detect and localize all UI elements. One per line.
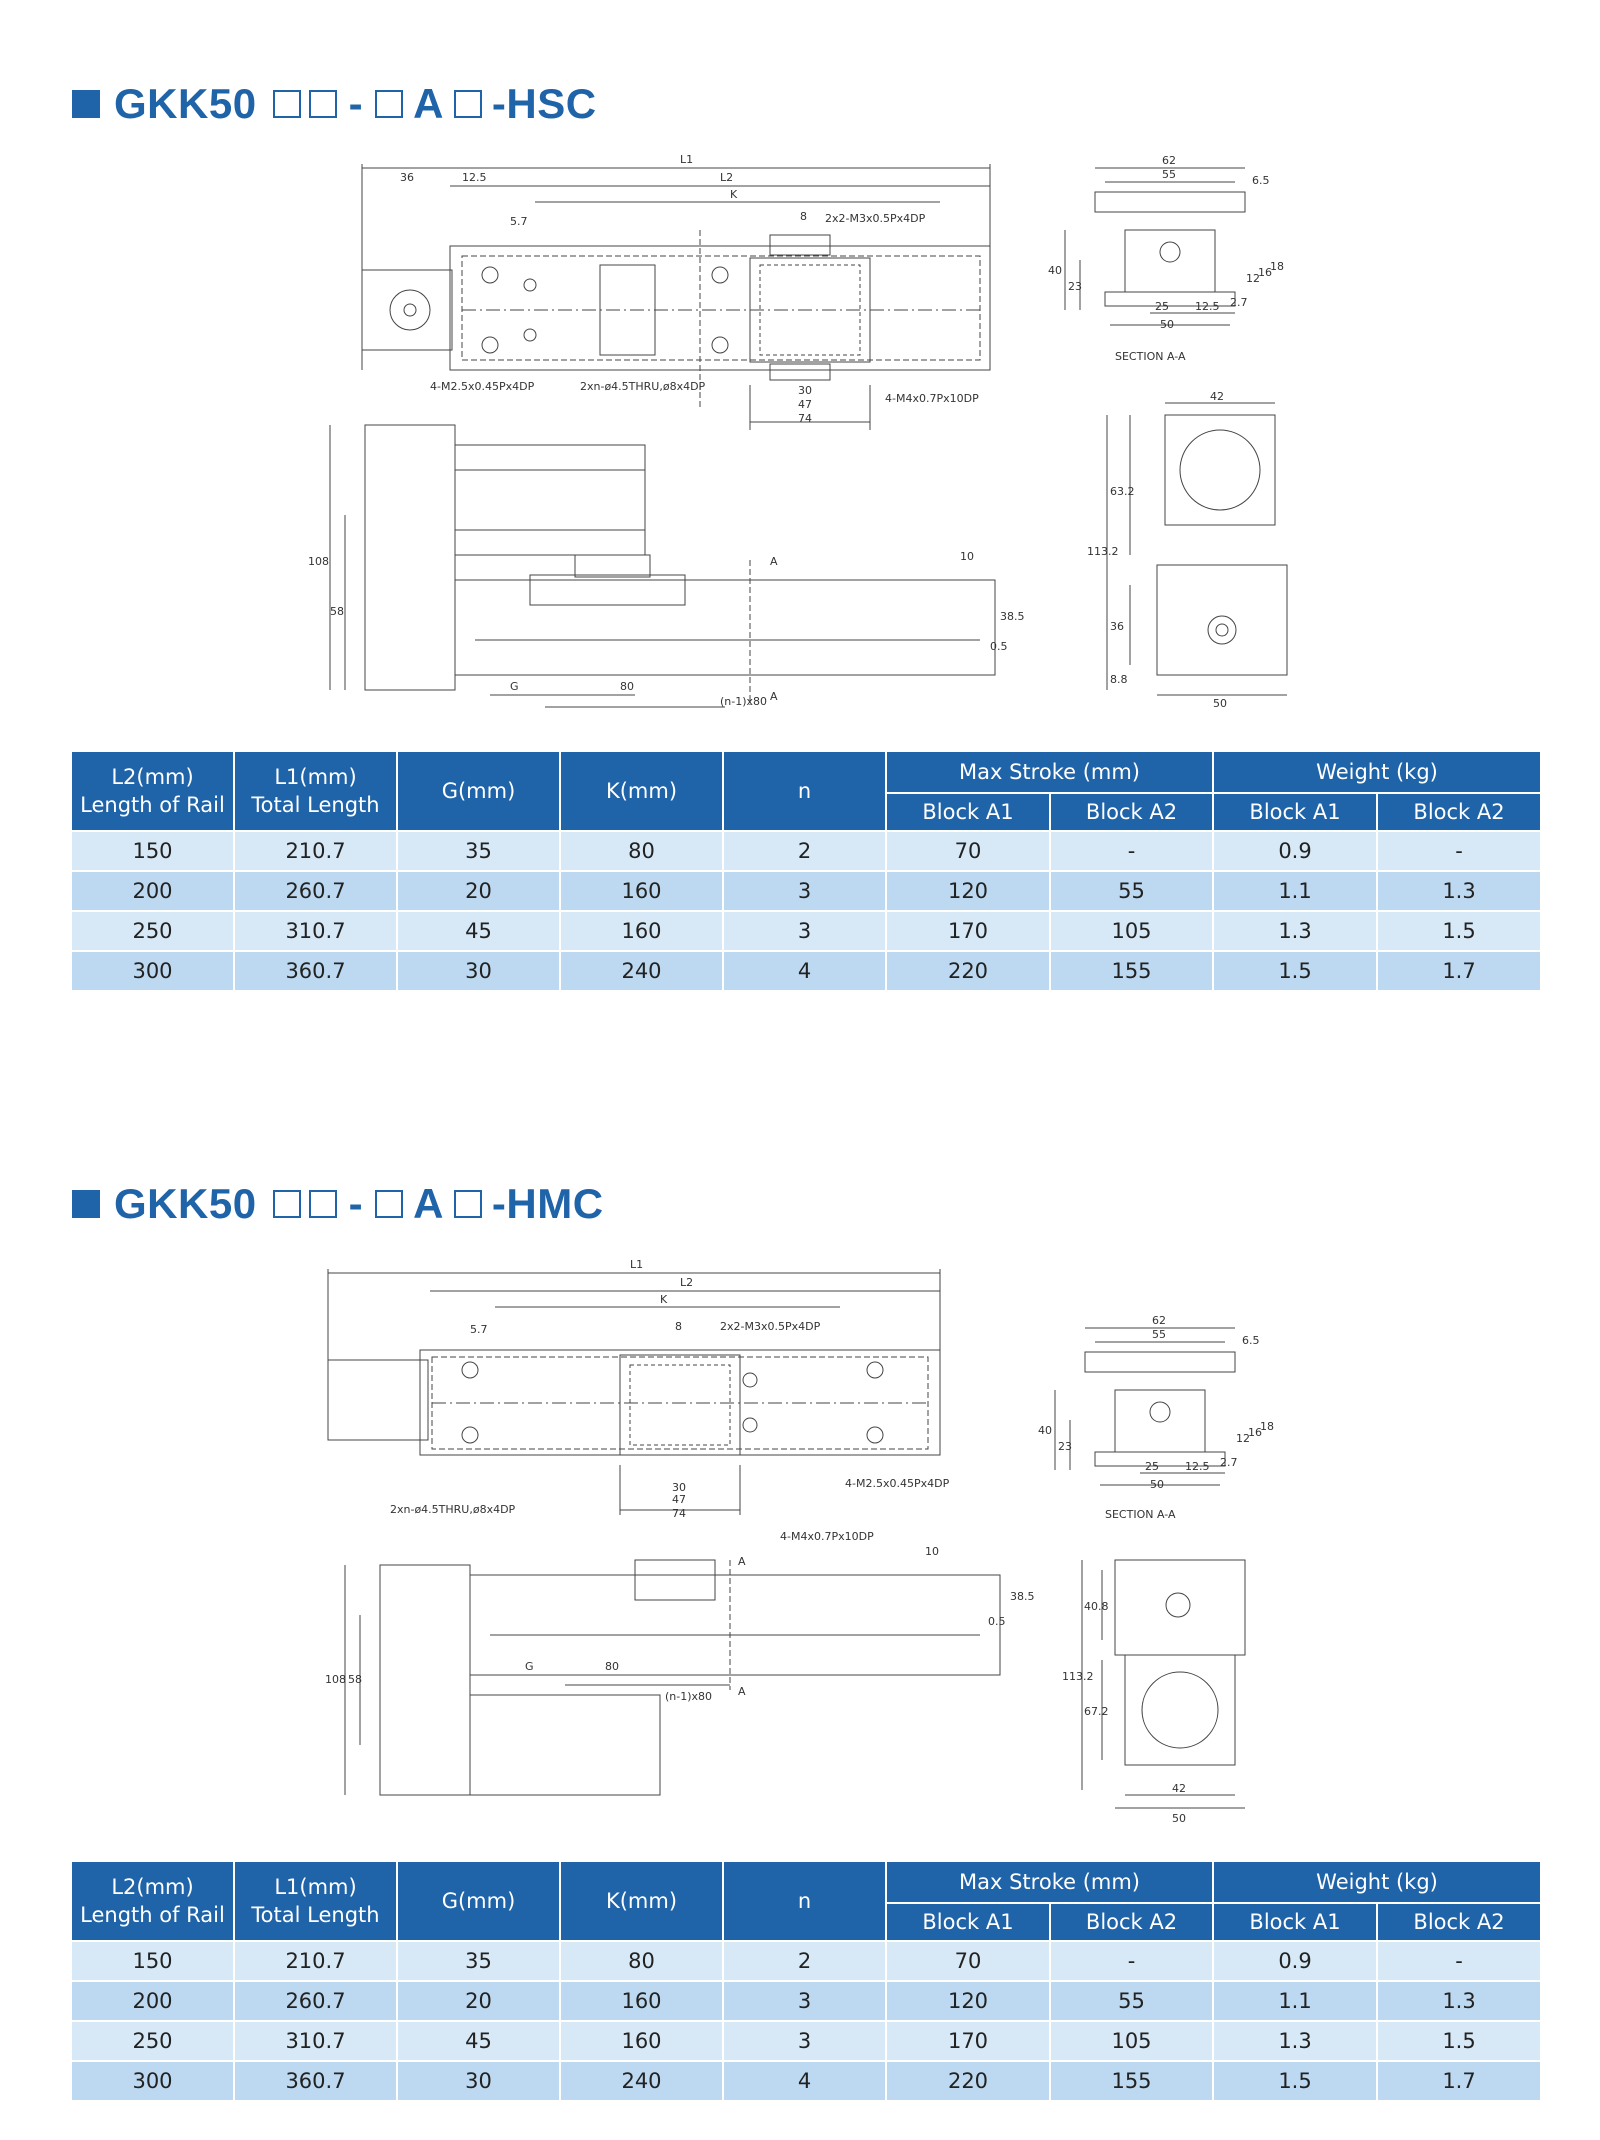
table-cell: 250 [71, 911, 234, 951]
table-cell: 4 [723, 951, 886, 991]
header-weight: Weight (kg) [1213, 1861, 1541, 1903]
table-cell: 70 [886, 831, 1050, 871]
header-stroke-block-a2: Block A2 [1050, 1903, 1213, 1941]
dim-k: K [730, 188, 738, 201]
table-cell: 200 [71, 1981, 234, 2021]
dim-50: 50 [1160, 318, 1174, 331]
side-view-drawing [300, 415, 1025, 715]
table-cell: 260.7 [234, 871, 397, 911]
dim-2-7: 2.7 [1220, 1456, 1238, 1469]
spec-table-hmc [70, 1860, 1542, 2102]
dim-2-7: 2.7 [1230, 296, 1248, 309]
table-cell: 1.3 [1377, 1981, 1541, 2021]
table-cell: 360.7 [234, 2061, 397, 2101]
dim-10: 10 [960, 550, 974, 563]
dim-80: 80 [620, 680, 634, 693]
title-model: GKK50 [114, 1180, 257, 1227]
table-cell: 155 [1050, 951, 1213, 991]
dim-55: 55 [1162, 168, 1176, 181]
section-mark-top: A [738, 1555, 746, 1568]
header-l1: L1(mm) Total Length [234, 1861, 397, 1941]
dim-16: 16 [1248, 1426, 1262, 1439]
header-weight-block-a1: Block A1 [1213, 793, 1377, 831]
dim-58: 58 [348, 1673, 362, 1686]
dim-38-5: 38.5 [1010, 1590, 1035, 1603]
dim-80: 80 [605, 1660, 619, 1673]
end-view-drawing [1060, 1550, 1290, 1830]
dim-l2: L2 [680, 1276, 694, 1289]
dim-m4: 4-M4x0.7Px10DP [780, 1530, 874, 1543]
table-cell: 210.7 [234, 1941, 397, 1981]
dim-50: 50 [1213, 697, 1227, 710]
dim-10: 10 [925, 1545, 939, 1558]
table-cell: 20 [397, 871, 560, 911]
table-cell: 55 [1050, 1981, 1213, 2021]
dim-12-5b: 12.5 [1185, 1460, 1210, 1473]
table-cell: 240 [560, 951, 723, 991]
table-cell: 220 [886, 2061, 1050, 2101]
table-cell: 1.3 [1213, 911, 1377, 951]
header-max-stroke: Max Stroke (mm) [886, 1861, 1213, 1903]
table-cell: 30 [397, 951, 560, 991]
dim-k: K [660, 1293, 668, 1306]
dim-113-2: 113.2 [1087, 545, 1119, 558]
table-cell: 170 [886, 2021, 1050, 2061]
dim-58: 58 [330, 605, 344, 618]
section-mark-top: A [770, 555, 778, 568]
dim-8-8: 8.8 [1110, 673, 1128, 686]
dim-g: G [525, 1660, 534, 1673]
section-label: SECTION A-A [1115, 350, 1186, 363]
header-weight-block-a2: Block A2 [1377, 793, 1541, 831]
dim-55: 55 [1152, 1328, 1166, 1341]
dim-47: 47 [798, 398, 812, 411]
table-cell: 1.1 [1213, 1981, 1377, 2021]
table-row [71, 831, 1541, 871]
table-cell: 70 [886, 1941, 1050, 1981]
top-view-drawing [320, 1255, 1000, 1555]
table-cell: 80 [560, 1941, 723, 1981]
header-n: n [723, 751, 886, 831]
header-k: K(mm) [560, 1861, 723, 1941]
table-cell: 250 [71, 2021, 234, 2061]
header-n: n [723, 1861, 886, 1941]
header-l2: L2(mm) Length of Rail [71, 751, 234, 831]
table-cell: 0.9 [1213, 831, 1377, 871]
dim-16: 16 [1258, 266, 1272, 279]
section-view-drawing [1030, 150, 1300, 370]
table-cell: 1.7 [1377, 2061, 1541, 2101]
dim-5-7: 5.7 [470, 1323, 488, 1336]
table-cell: 310.7 [234, 2021, 397, 2061]
table-cell: 3 [723, 2021, 886, 2061]
dim-50: 50 [1172, 1812, 1186, 1825]
table-cell: 360.7 [234, 951, 397, 991]
dim-12-5b: 12.5 [1195, 300, 1220, 313]
dim-18: 18 [1270, 260, 1284, 273]
table-cell: - [1377, 831, 1541, 871]
table-cell: 45 [397, 2021, 560, 2061]
table-cell: 105 [1050, 2021, 1213, 2061]
table-cell: 260.7 [234, 1981, 397, 2021]
table-cell: 30 [397, 2061, 560, 2101]
table-cell: 120 [886, 1981, 1050, 2021]
header-l2: L2(mm) Length of Rail [71, 1861, 234, 1941]
table-cell: 160 [560, 911, 723, 951]
table-cell: - [1050, 831, 1213, 871]
table-cell: 160 [560, 1981, 723, 2021]
table-cell: 240 [560, 2061, 723, 2101]
table-row [71, 2061, 1541, 2101]
placeholder-box-icon [273, 90, 301, 118]
table-cell: 2 [723, 831, 886, 871]
placeholder-box-icon [454, 90, 482, 118]
header-stroke-block-a1: Block A1 [886, 1903, 1050, 1941]
table-cell: 55 [1050, 871, 1213, 911]
dim-5-7: 5.7 [510, 215, 528, 228]
dim-40: 40 [1048, 264, 1062, 277]
header-stroke-block-a2: Block A2 [1050, 793, 1213, 831]
top-view-drawing [350, 150, 1000, 430]
dim-l1: L1 [630, 1258, 644, 1271]
dim-8: 8 [800, 210, 807, 223]
header-weight-block-a2: Block A2 [1377, 1903, 1541, 1941]
table-cell: 120 [886, 871, 1050, 911]
dim-23: 23 [1058, 1440, 1072, 1453]
dim-m3: 2x2-M3x0.5Px4DP [825, 212, 926, 225]
table-cell: 300 [71, 2061, 234, 2101]
dim-m4: 4-M4x0.7Px10DP [885, 392, 979, 405]
dim-25: 25 [1155, 300, 1169, 313]
end-view-drawing [1085, 390, 1305, 710]
header-g: G(mm) [397, 751, 560, 831]
placeholder-box-icon [375, 1190, 403, 1218]
dim-67-2: 67.2 [1084, 1705, 1109, 1718]
header-weight-block-a1: Block A1 [1213, 1903, 1377, 1941]
dim-pitch: (n-1)x80 [665, 1690, 713, 1703]
header-k: K(mm) [560, 751, 723, 831]
header-weight: Weight (kg) [1213, 751, 1541, 793]
dim-thru: 2xn-ø4.5THRU,ø8x4DP [580, 380, 706, 393]
section-label: SECTION A-A [1105, 1508, 1176, 1521]
table-cell: 160 [560, 2021, 723, 2061]
title-letter-a: A [413, 1180, 444, 1227]
section-title [72, 80, 597, 128]
placeholder-box-icon [309, 1190, 337, 1218]
dim-6-5: 6.5 [1242, 1334, 1260, 1347]
dim-42: 42 [1210, 390, 1224, 403]
table-cell: 1.5 [1377, 2021, 1541, 2061]
table-cell: 1.3 [1377, 871, 1541, 911]
dim-30: 30 [672, 1481, 686, 1494]
table-row [71, 911, 1541, 951]
table-cell: 105 [1050, 911, 1213, 951]
table-cell: 35 [397, 831, 560, 871]
table-cell: 160 [560, 871, 723, 911]
table-row [71, 1981, 1541, 2021]
dim-12: 12 [1236, 1432, 1250, 1445]
table-cell: 3 [723, 871, 886, 911]
placeholder-box-icon [375, 90, 403, 118]
table-cell: 1.5 [1213, 951, 1377, 991]
dim-m2-5: 4-M2.5x0.45Px4DP [845, 1477, 950, 1490]
dim-63-2: 63.2 [1110, 485, 1135, 498]
section-mark-bottom: A [770, 690, 778, 703]
table-cell: 1.3 [1213, 2021, 1377, 2061]
table-cell: 1.5 [1377, 911, 1541, 951]
table-cell: 3 [723, 911, 886, 951]
dim-8: 8 [675, 1320, 682, 1333]
dim-108: 108 [308, 555, 329, 568]
header-g: G(mm) [397, 1861, 560, 1941]
table-cell: 200 [71, 871, 234, 911]
placeholder-box-icon [273, 1190, 301, 1218]
title-model: GKK50 [114, 80, 257, 127]
table-body [71, 831, 1541, 991]
section-title [72, 1180, 604, 1228]
dim-l1: L1 [680, 153, 694, 166]
header-l1: L1(mm) Total Length [234, 751, 397, 831]
dim-12: 12 [1246, 272, 1260, 285]
table-cell: 150 [71, 1941, 234, 1981]
dim-m3: 2x2-M3x0.5Px4DP [720, 1320, 821, 1333]
dim-74: 74 [798, 412, 812, 425]
dim-0-5: 0.5 [990, 640, 1008, 653]
dim-m2-5: 4-M2.5x0.45Px4DP [430, 380, 535, 393]
table-cell: - [1050, 1941, 1213, 1981]
dim-6-5: 6.5 [1252, 174, 1270, 187]
table-cell: 0.9 [1213, 1941, 1377, 1981]
dim-36: 36 [400, 171, 414, 184]
table-row [71, 1941, 1541, 1981]
table-cell: 220 [886, 951, 1050, 991]
table-cell: 20 [397, 1981, 560, 2021]
table-cell: 45 [397, 911, 560, 951]
placeholder-box-icon [454, 1190, 482, 1218]
table-cell: 210.7 [234, 831, 397, 871]
dim-25: 25 [1145, 1460, 1159, 1473]
dim-42: 42 [1172, 1782, 1186, 1795]
dim-50: 50 [1150, 1478, 1164, 1491]
dim-l2: L2 [720, 171, 734, 184]
dim-62: 62 [1162, 154, 1176, 167]
dim-108: 108 [325, 1673, 346, 1686]
dim-47: 47 [672, 1493, 686, 1506]
table-cell: 1.1 [1213, 871, 1377, 911]
table-cell: 35 [397, 1941, 560, 1981]
dim-40: 40 [1038, 1424, 1052, 1437]
table-cell: 150 [71, 831, 234, 871]
dim-23: 23 [1068, 280, 1082, 293]
title-letter-a: A [413, 80, 444, 127]
title-suffix: -HSC [491, 80, 597, 127]
header-max-stroke: Max Stroke (mm) [886, 751, 1213, 793]
dim-30: 30 [798, 384, 812, 397]
dim-g: G [510, 680, 519, 693]
dim-pitch: (n-1)x80 [720, 695, 768, 708]
dim-0-5: 0.5 [988, 1615, 1006, 1628]
title-square-icon [72, 1190, 100, 1218]
dim-74: 74 [672, 1507, 686, 1520]
table-cell: 1.5 [1213, 2061, 1377, 2101]
table-cell: - [1377, 1941, 1541, 1981]
dim-36: 36 [1110, 620, 1124, 633]
table-row [71, 871, 1541, 911]
dim-113-2: 113.2 [1062, 1670, 1094, 1683]
dim-62: 62 [1152, 1314, 1166, 1327]
spec-table-hsc [70, 750, 1542, 992]
table-body [71, 1941, 1541, 2101]
side-view-drawing [320, 1545, 1035, 1805]
table-cell: 3 [723, 1981, 886, 2021]
table-cell: 300 [71, 951, 234, 991]
dim-38-5: 38.5 [1000, 610, 1025, 623]
title-dash: - [348, 1180, 364, 1227]
section-view-drawing [1020, 1310, 1300, 1530]
dim-12-5: 12.5 [462, 171, 487, 184]
dim-40-8: 40.8 [1084, 1600, 1109, 1613]
table-cell: 4 [723, 2061, 886, 2101]
title-square-icon [72, 90, 100, 118]
table-cell: 1.7 [1377, 951, 1541, 991]
table-cell: 155 [1050, 2061, 1213, 2101]
title-dash: - [348, 80, 364, 127]
table-cell: 310.7 [234, 911, 397, 951]
table-cell: 170 [886, 911, 1050, 951]
table-row [71, 951, 1541, 991]
table-cell: 80 [560, 831, 723, 871]
dim-18: 18 [1260, 1420, 1274, 1433]
table-cell: 2 [723, 1941, 886, 1981]
section-mark-bottom: A [738, 1685, 746, 1698]
dim-thru: 2xn-ø4.5THRU,ø8x4DP [390, 1503, 516, 1516]
placeholder-box-icon [309, 90, 337, 118]
table-row [71, 2021, 1541, 2061]
header-stroke-block-a1: Block A1 [886, 793, 1050, 831]
title-suffix: -HMC [491, 1180, 604, 1227]
